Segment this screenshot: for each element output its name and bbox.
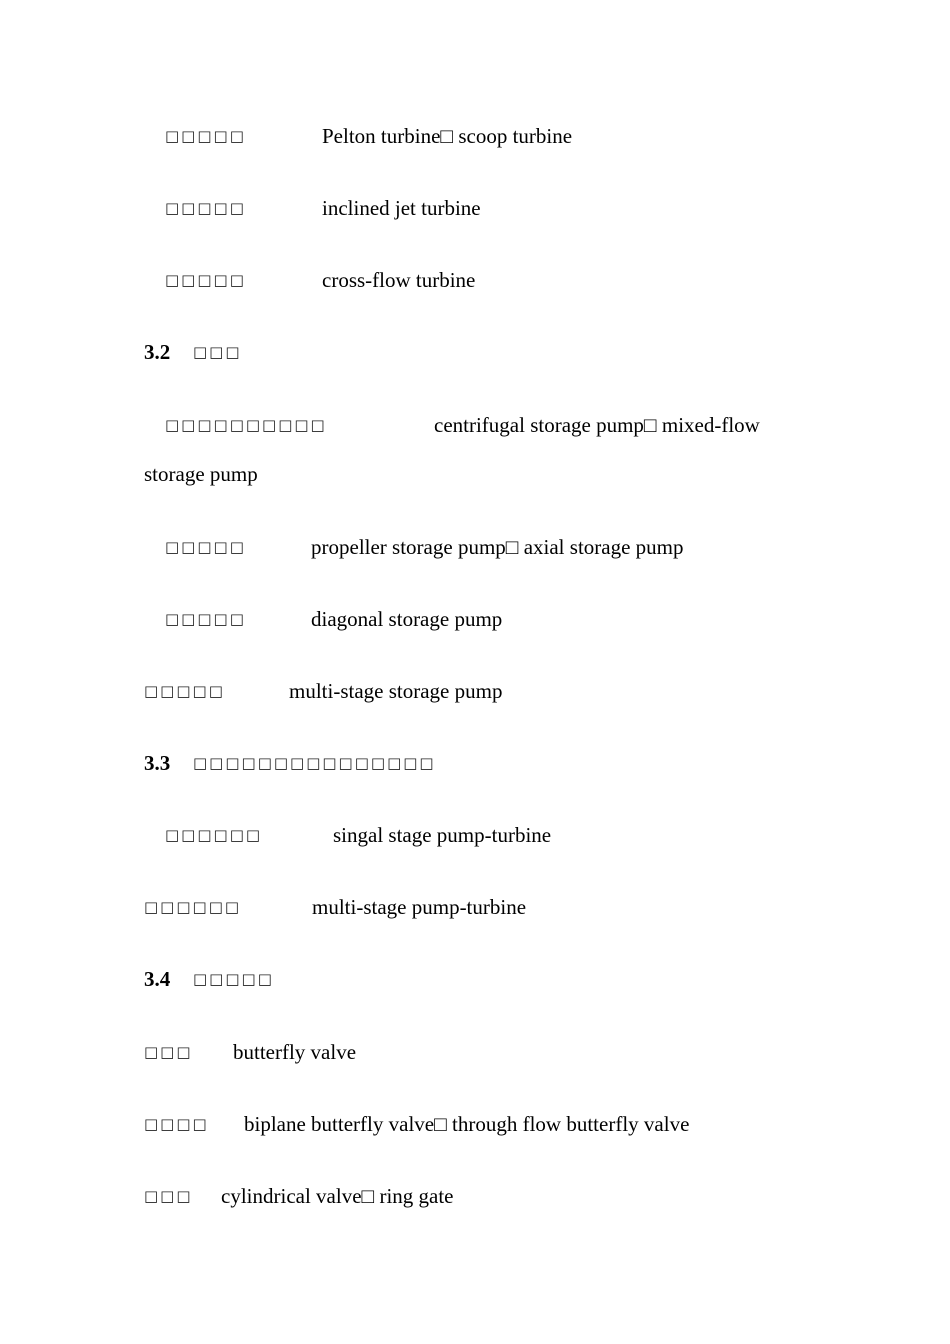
term-english: diagonal storage pump <box>311 607 503 631</box>
section-title: □□□□□□□□□□□□□□□ <box>193 754 436 772</box>
section-number: 3.4 <box>144 967 171 991</box>
term-chinese: □□□□□□ <box>144 898 242 916</box>
term-english: propeller storage pump□ axial storage pump <box>311 535 684 559</box>
section-number: 3.2 <box>144 340 171 364</box>
term-english: cross-flow turbine <box>322 268 476 292</box>
section-title: □□□ <box>193 343 242 361</box>
term-chinese: □□□□□ <box>165 538 246 556</box>
section-title: □□□□□ <box>193 970 274 988</box>
term-chinese: □□□□□ <box>165 610 246 628</box>
term-chinese: □□□□□□□□□□ <box>165 416 327 434</box>
term-english: butterfly valve <box>233 1040 357 1064</box>
term-english: multi-stage pump-turbine <box>312 895 527 919</box>
term-english: centrifugal storage pump□ mixed-flow <box>434 413 760 437</box>
term-chinese: □□□□□ <box>165 127 246 145</box>
term-english: multi-stage storage pump <box>289 679 503 703</box>
term-chinese: □□□□□ <box>165 271 246 289</box>
section-number: 3.3 <box>144 751 171 775</box>
term-chinese: □□□ <box>144 1043 193 1061</box>
term-english: singal stage pump-turbine <box>333 823 552 847</box>
term-english: Pelton turbine□ scoop turbine <box>322 124 573 148</box>
term-english: biplane butterfly valve□ through flow butterfly valve <box>244 1112 690 1136</box>
term-english: inclined jet turbine <box>322 196 481 220</box>
term-chinese: □□□ <box>144 1187 193 1205</box>
term-chinese: □□□□□ <box>144 682 225 700</box>
term-english-continued: storage pump <box>144 462 258 486</box>
term-chinese: □□□□□□ <box>165 826 263 844</box>
term-english: cylindrical valve□ ring gate <box>221 1184 454 1208</box>
term-chinese: □□□□□ <box>165 199 246 217</box>
term-chinese: □□□□ <box>144 1115 209 1133</box>
